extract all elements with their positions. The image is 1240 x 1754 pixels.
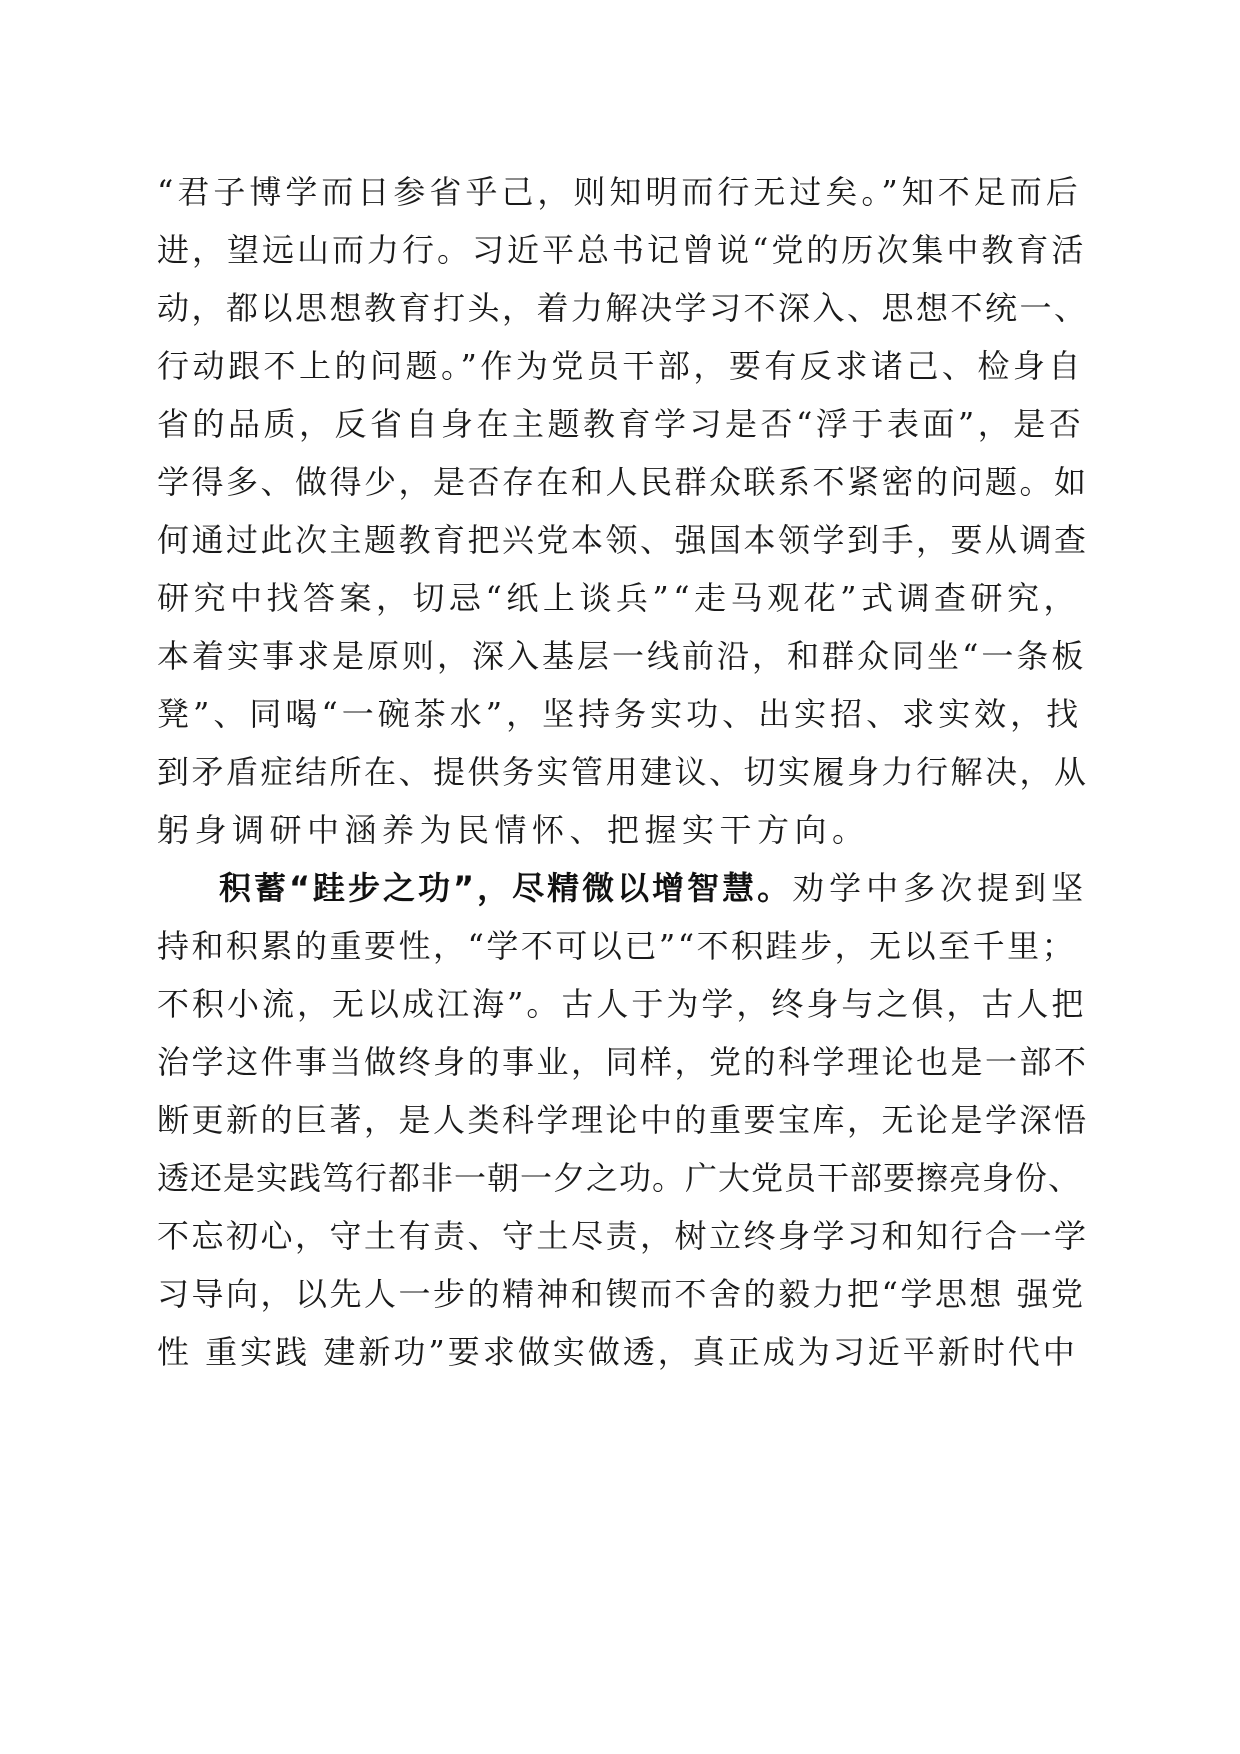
paragraph-text: 劝学中多次提到坚	[792, 869, 1089, 907]
paragraph-line: 断更新的巨著，是人类科学理论中的重要宝库，无论是学深悟	[157, 1101, 1089, 1139]
paragraph-line: 到矛盾症结所在、提供务实管用建议、切实履身力行解决，从	[157, 753, 1089, 791]
paragraph-first-line	[219, 866, 1088, 910]
paragraph-line: 性 重实践 建新功”要求做实做透，真正成为习近平新时代中	[157, 1333, 1078, 1371]
paragraph-line: 持和积累的重要性，“学不可以已”“不积跬步，无以至千里；	[157, 927, 1077, 965]
paragraph-line: 习导向，以先人一步的精神和锲而不舍的毅力把“学思想 强党	[157, 1275, 1086, 1313]
paragraph-line: 本着实事求是原则，深入基层一线前沿，和群众同坐“一条板	[157, 637, 1087, 675]
paragraph-line: 动，都以思想教育打头，着力解决学习不深入、思想不统一、	[157, 289, 1089, 327]
paragraph-line: 进，望远山而力行。习近平总书记曾说“党的历次集中教育活	[157, 231, 1087, 269]
paragraph-line: 透还是实践笃行都非一朝一夕之功。广大党员干部要擦亮身份、	[157, 1159, 1082, 1197]
paragraph-line: 不积小流，无以成江海”。古人于为学，终身与之俱，古人把	[157, 985, 1087, 1023]
paragraph-line: 凳”、同喝“一碗茶水”，坚持务实功、出实招、求实效，找	[157, 695, 1083, 733]
section-heading: 积蓄“跬步之功”，尽精微以增智慧。	[219, 869, 793, 907]
paragraph-line: “君子博学而日参省乎己，则知明而行无过矣。”知不足而后	[157, 173, 1082, 211]
paragraph-line: 何通过此次主题教育把兴党本领、强国本领学到手，要从调查	[157, 521, 1089, 559]
paragraph-line: 学得多、做得少，是否存在和人民群众联系不紧密的问题。如	[157, 463, 1089, 501]
paragraph-line: 躬身调研中涵养为民情怀、把握实干方向。	[157, 811, 870, 849]
paragraph-line: 研究中找答案，切忌“纸上谈兵”“走马观花”式调查研究，	[157, 579, 1080, 617]
paragraph-line: 行动跟不上的问题。”作为党员干部，要有反求诸己、检身自	[157, 347, 1084, 385]
paragraph-line: 不忘初心，守土有责、守土尽责，树立终身学习和知行合一学	[157, 1217, 1089, 1255]
paragraph-line: 治学这件事当做终身的事业，同样，党的科学理论也是一部不	[157, 1043, 1089, 1081]
paragraph-line: 省的品质，反省自身在主题教育学习是否“浮于表面”，是否	[157, 405, 1085, 443]
